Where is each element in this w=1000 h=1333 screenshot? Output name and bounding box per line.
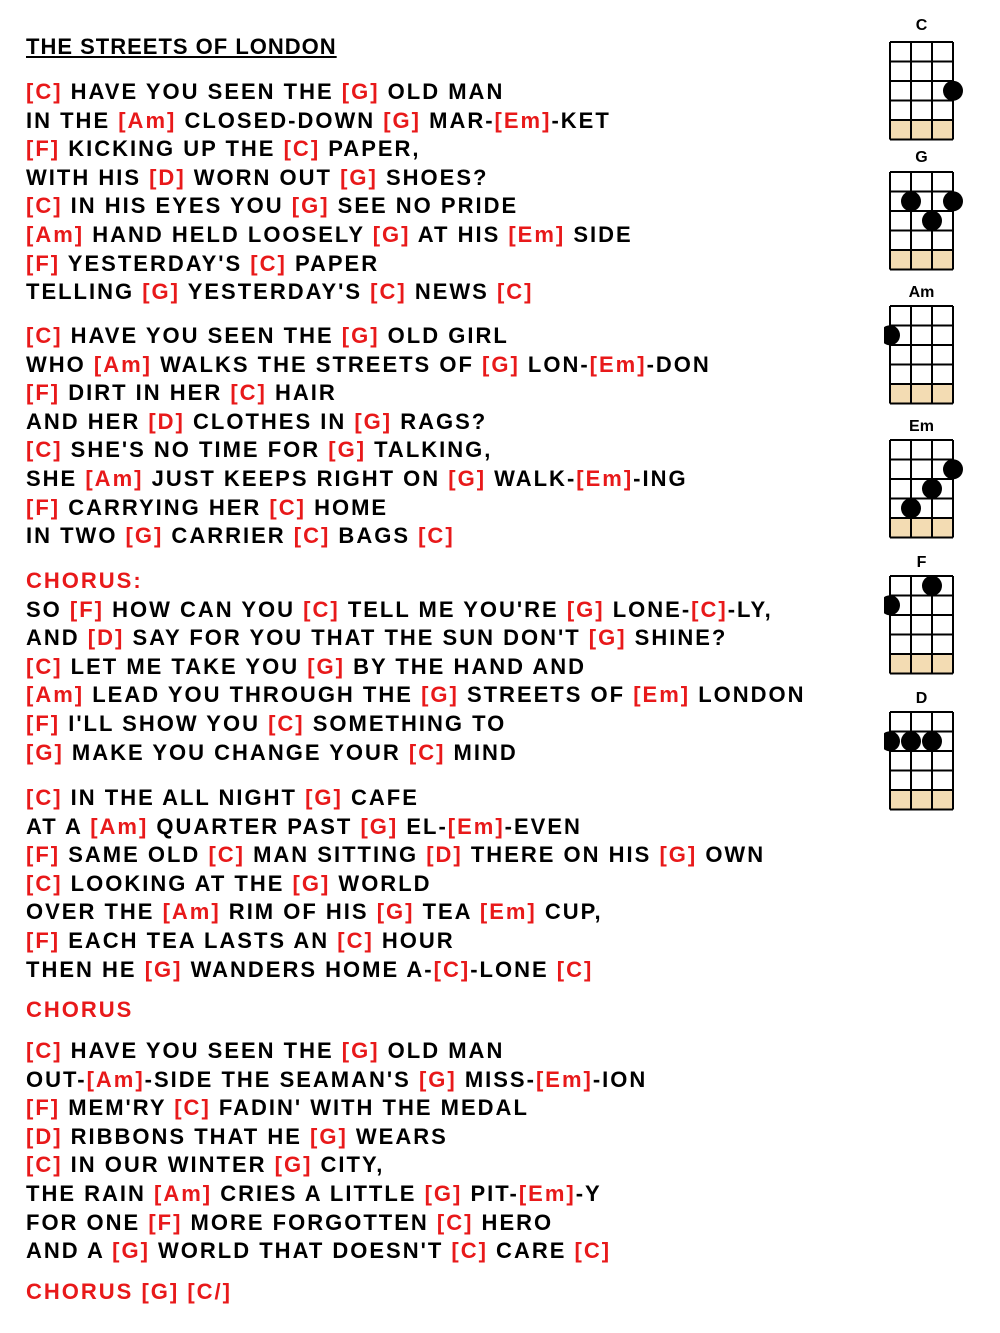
lyric-text: LOOKING AT THE	[62, 870, 293, 896]
chord-marker: [Em]	[479, 899, 537, 925]
chord-marker: [G]	[328, 437, 367, 463]
lyric-text: SHOES?	[377, 164, 489, 190]
chord-marker: [F]	[69, 596, 104, 622]
chord-marker: [G]	[421, 682, 459, 708]
lyric-text: AT A	[26, 813, 91, 839]
chord-marker: [Am]	[90, 813, 149, 839]
chord-marker: [G]	[112, 1238, 150, 1264]
lyric-text: HOUR	[373, 927, 455, 953]
lyric-line	[26, 436, 711, 465]
lyric-line	[26, 78, 633, 107]
lyric-line	[26, 1151, 647, 1180]
lyric-text: WHO	[26, 351, 94, 377]
lyric-text: THERE ON HIS	[462, 842, 660, 868]
lyric-text: MORE FORGOTTEN	[182, 1209, 437, 1235]
chord-marker: [C]	[26, 1038, 63, 1063]
verse-1	[26, 78, 633, 307]
lyric-text: OLD GIRL	[379, 323, 509, 348]
chord-marker: [F]	[26, 494, 61, 520]
lyric-text: HOME	[305, 494, 389, 520]
chord-marker: [G]	[310, 1123, 348, 1149]
lyric-line	[26, 1180, 647, 1209]
lyric-text: WORLD	[330, 870, 432, 896]
chord-marker: [G]	[144, 956, 183, 982]
chorus-repeat	[26, 996, 133, 1025]
chord-marker: [C]	[436, 1209, 474, 1235]
chord-marker: [F]	[26, 710, 61, 736]
chord-marker: [C]	[556, 956, 594, 982]
lyric-text: CARE	[487, 1238, 575, 1264]
chord-finger-dot	[884, 325, 900, 345]
chord-marker: [C]	[26, 193, 63, 219]
lyric-line	[26, 956, 765, 985]
chord-marker: [G]	[588, 625, 627, 651]
lyric-line	[26, 408, 711, 437]
lyric-text: TELL ME YOU'RE	[339, 596, 567, 622]
lyric-text: SAY FOR YOU THAT THE SUN DON'T	[124, 625, 589, 651]
lyric-text: QUARTER PAST	[148, 813, 361, 839]
chord-finger-dot	[922, 211, 942, 231]
chord-marker: [D]	[148, 408, 185, 434]
lyric-line	[26, 351, 711, 380]
chord-marker: [C]	[250, 250, 287, 276]
chord-marker: [D]	[426, 842, 463, 868]
lyric-text: OWN	[697, 842, 766, 868]
chord-diagram-name: D	[915, 690, 928, 707]
lyric-line	[26, 784, 765, 813]
lyric-line	[26, 739, 806, 768]
chord-marker: [G]	[305, 785, 343, 810]
chord-marker: [C]	[174, 1095, 211, 1121]
chord-marker: [Em]	[633, 682, 691, 708]
chord-marker: [C]	[293, 523, 331, 549]
chord-diagram-name: G	[915, 149, 928, 166]
lyric-text: THE RAIN	[26, 1180, 154, 1206]
lyric-text: LONDON	[690, 682, 806, 708]
chord-marker: [C]	[451, 1238, 488, 1264]
lyric-text: HOW CAN YOU	[104, 596, 304, 622]
lyric-text: MIND	[445, 739, 518, 765]
lyric-text: -SIDE THE SEAMAN'S	[144, 1066, 419, 1092]
chord-marker: [C]	[208, 842, 245, 868]
chord-finger-dot	[922, 731, 942, 751]
lyric-text: MAN SITTING	[244, 842, 427, 868]
lyric-text: IN HIS EYES YOU	[62, 193, 292, 219]
chord-marker: [F]	[26, 380, 61, 406]
chord-marker: CHORUS:	[26, 568, 143, 593]
lyric-line	[26, 221, 633, 250]
lyric-text: BAGS	[330, 523, 419, 549]
lyric-text: WORN OUT	[185, 164, 341, 190]
chord-finger-dot	[943, 81, 963, 101]
lyric-text: OLD MAN	[379, 79, 505, 104]
chord-marker: [C]	[230, 380, 267, 406]
lyric-text: SHE'S NO TIME FOR	[62, 437, 329, 463]
lyric-text: MISS-	[456, 1066, 536, 1092]
lyric-text: HAVE YOU SEEN THE	[62, 79, 342, 104]
chord-marker: [G]	[360, 813, 399, 839]
lyric-text: LONE-	[604, 596, 692, 622]
lyric-text: IN TWO	[26, 523, 126, 549]
chord-marker: [F]	[26, 136, 61, 162]
chord-marker: [G]	[341, 1038, 380, 1063]
lyric-text: HAVE YOU SEEN THE	[62, 1038, 342, 1063]
chord-marker: [G]	[424, 1180, 463, 1206]
lyric-text: HERO	[473, 1209, 554, 1235]
lyric-line	[26, 813, 765, 842]
chord-marker: [C]	[269, 494, 306, 520]
chord-diagrams	[884, 0, 1000, 1333]
song-title: THE STREETS OF LONDON	[26, 34, 337, 59]
chord-marker: [C]	[26, 79, 63, 104]
verse-3	[26, 784, 765, 984]
verse-2	[26, 322, 711, 551]
chord-marker: [Am]	[26, 221, 85, 247]
chord-marker: [G]	[341, 323, 380, 348]
lyric-text: CLOSED-DOWN	[176, 107, 384, 133]
chord-marker: [Em]	[589, 351, 647, 377]
chord-marker: [G]	[292, 870, 331, 896]
chord-finger-dot	[901, 731, 921, 751]
chord-marker: [G]	[372, 221, 411, 247]
lyric-text: NEWS	[406, 279, 497, 305]
lyric-text: CARRIER	[163, 523, 294, 549]
chord-marker: [C]	[26, 870, 63, 896]
lyric-line	[26, 278, 633, 307]
lyric-line	[26, 135, 633, 164]
lyric-text: AT HIS	[410, 221, 509, 247]
lyric-text: OVER THE	[26, 899, 163, 925]
lyric-text: WALKS THE STREETS OF	[152, 351, 483, 377]
lyric-line	[26, 192, 633, 221]
lyric-text: YESTERDAY'S	[60, 250, 251, 276]
lyric-line	[26, 379, 711, 408]
lyric-text: EL-	[398, 813, 448, 839]
chord-marker: [C]	[268, 710, 305, 736]
chord-marker: [C]	[496, 279, 534, 305]
chord-nut-row	[890, 518, 953, 538]
chord-marker: [C]	[337, 927, 374, 953]
chord-marker: [Am]	[162, 899, 221, 925]
lyric-text: CRIES A LITTLE	[212, 1180, 425, 1206]
lyric-text: I'LL SHOW YOU	[60, 710, 269, 736]
lyric-text: WEARS	[347, 1123, 448, 1149]
lyric-text: FADIN' WITH THE MEDAL	[210, 1095, 529, 1121]
lyric-text: LEAD YOU THROUGH THE	[84, 682, 422, 708]
lyric-text: LON-	[519, 351, 590, 377]
chord-marker: [C]	[26, 785, 63, 810]
lyric-text: -DON	[646, 351, 711, 377]
chord-diagram-name: F	[916, 554, 927, 571]
lyric-text: THEN HE	[26, 956, 145, 982]
chord-marker: [C]	[574, 1238, 612, 1264]
lyric-text: SHINE?	[626, 625, 728, 651]
lyric-text: CLOTHES IN	[184, 408, 355, 434]
lyric-text: AND HER	[26, 408, 149, 434]
lyric-text: -ION	[592, 1066, 648, 1092]
lyric-text: EACH TEA LASTS AN	[60, 927, 338, 953]
lyric-text: SOMETHING TO	[304, 710, 507, 736]
lyric-text: HAND HELD LOOSELY	[84, 221, 373, 247]
lyric-text: DIRT IN HER	[60, 380, 231, 406]
chord-marker: [Em]	[508, 221, 566, 247]
chord-marker: [C]	[26, 437, 63, 463]
lyric-line	[26, 1209, 647, 1238]
chord-marker: [G]	[26, 739, 64, 765]
lyric-text: YESTERDAY'S	[179, 279, 371, 305]
lyric-text: CUP,	[536, 899, 603, 925]
chord-marker: [G]	[448, 465, 487, 491]
lyric-line	[26, 898, 765, 927]
chord-finger-dot	[901, 498, 921, 518]
lyric-text: AND	[26, 625, 88, 651]
lyric-line	[26, 567, 806, 596]
chord-marker: [F]	[26, 250, 61, 276]
chord-nut-row	[890, 654, 953, 674]
lyric-text: MAKE YOU CHANGE YOUR	[63, 739, 409, 765]
chord-marker: [G]	[376, 899, 415, 925]
chord-finger-dot	[943, 459, 963, 479]
lyric-text: HAIR	[266, 380, 337, 406]
chord-marker: [G]	[659, 842, 698, 868]
lyric-line	[26, 1094, 647, 1123]
lyric-line	[26, 107, 633, 136]
chord-marker: [C]	[26, 653, 63, 679]
chord-marker: [F]	[26, 1095, 61, 1121]
lyric-text: SAME OLD	[60, 842, 209, 868]
lyric-line	[26, 996, 133, 1025]
lyric-text: WALK-	[486, 465, 577, 491]
lyric-text: SO	[26, 596, 70, 622]
lyric-text: -KET	[551, 107, 611, 133]
lyric-text: CAFE	[342, 785, 419, 810]
lyric-line	[26, 1123, 647, 1152]
chord-marker: [Am]	[86, 1066, 145, 1092]
chord-marker: [C]	[408, 739, 446, 765]
chord-marker: [Am]	[85, 465, 144, 491]
lyric-text: AND A	[26, 1238, 113, 1264]
lyric-text: -LONE	[470, 956, 557, 982]
chord-finger-dot	[884, 595, 900, 615]
lyric-text: FOR ONE	[26, 1209, 149, 1235]
lyric-line	[26, 1037, 647, 1066]
chord-marker: [C]	[418, 523, 455, 549]
verse-4	[26, 1037, 647, 1266]
lyric-line	[26, 494, 711, 523]
lyric-line	[26, 870, 765, 899]
lyric-text: JUST KEEPS RIGHT ON	[143, 465, 449, 491]
chord-marker: [C]	[26, 323, 63, 348]
chord-marker: [D]	[149, 164, 186, 190]
chord-marker: [D]	[26, 1123, 63, 1149]
lyric-text: IN THE ALL NIGHT	[62, 785, 306, 810]
lyric-line	[26, 653, 806, 682]
chord-marker: [F]	[26, 842, 61, 868]
chord-marker: [Am]	[118, 107, 177, 133]
chord-marker: [G]	[291, 193, 330, 219]
lyric-text: PAPER	[286, 250, 380, 276]
chord-marker: [F]	[26, 927, 61, 953]
chord-marker: CHORUS	[26, 997, 134, 1022]
lyric-text: SEE NO PRIDE	[329, 193, 519, 219]
chord-diagram-name: C	[915, 17, 928, 34]
lyric-text: SHE	[26, 465, 86, 491]
chord-marker: [G]	[340, 164, 378, 190]
lyric-text: IN OUR WINTER	[62, 1152, 275, 1178]
chord-marker: [G]	[383, 107, 421, 133]
chord-marker: [G]	[142, 279, 180, 305]
lyric-text: WITH HIS	[26, 164, 150, 190]
lyric-text: BY THE HAND AND	[344, 653, 586, 679]
lyric-line	[26, 596, 806, 625]
lyric-text: MEM'RY	[60, 1095, 175, 1121]
lyric-line	[26, 1237, 647, 1266]
lyric-text: SIDE	[565, 221, 633, 247]
chord-marker: [G]	[125, 523, 164, 549]
lyric-text: RIM OF HIS	[220, 899, 377, 925]
chord-diagram-name: Am	[908, 284, 935, 301]
lyric-text: PIT-	[462, 1180, 519, 1206]
lyric-text: TEA	[414, 899, 480, 925]
lyric-line	[26, 465, 711, 494]
chord-marker: [C]	[283, 136, 321, 162]
chord-marker: [Am]	[93, 351, 152, 377]
chorus	[26, 567, 806, 767]
chord-marker: [G]	[566, 596, 605, 622]
lyric-text: CITY,	[312, 1152, 385, 1178]
lyric-text: -EVEN	[504, 813, 582, 839]
chord-finger-dot	[884, 731, 900, 751]
lyric-text: STREETS OF	[458, 682, 634, 708]
lyric-line	[26, 250, 633, 279]
chord-marker: [Em]	[518, 1180, 576, 1206]
chord-marker: [Em]	[576, 465, 634, 491]
lyric-text: MAR-	[421, 107, 495, 133]
lyric-text: CARRYING HER	[60, 494, 270, 520]
lyric-text: PAPER,	[320, 136, 421, 162]
lyric-text: TELLING	[26, 279, 143, 305]
chord-marker: [Am]	[154, 1180, 213, 1206]
chord-diagram-name: Em	[909, 418, 934, 435]
lyric-text: LET ME TAKE YOU	[62, 653, 308, 679]
lyric-text: RAGS?	[392, 408, 488, 434]
chord-marker: [C]	[691, 596, 728, 622]
chord-marker: [C]	[26, 1152, 63, 1178]
chord-marker: [F]	[148, 1209, 183, 1235]
chorus-final	[26, 1278, 232, 1307]
lyric-line	[26, 322, 711, 351]
chord-finger-dot	[901, 191, 921, 211]
chord-marker: [G]	[354, 408, 393, 434]
chord-marker: [C]	[370, 279, 407, 305]
lyric-text: KICKING UP THE	[60, 136, 284, 162]
chord-finger-dot	[922, 479, 942, 499]
chord-marker: [Em]	[535, 1066, 593, 1092]
lyric-text: IN THE	[26, 107, 119, 133]
chord-marker: [Am]	[26, 682, 85, 708]
chord-marker: [C]	[303, 596, 340, 622]
chord-nut-row	[890, 120, 953, 140]
chord-marker: [G]	[274, 1152, 313, 1178]
lyric-line	[26, 927, 765, 956]
lyric-text: -LY,	[727, 596, 773, 622]
lyric-line	[26, 522, 711, 551]
chord-nut-row	[890, 250, 953, 270]
chord-marker: [C]	[433, 956, 471, 982]
lyric-text: OLD MAN	[379, 1038, 505, 1063]
lyric-text: -Y	[575, 1180, 602, 1206]
chord-finger-dot	[943, 191, 963, 211]
chord-finger-dot	[922, 576, 942, 596]
lyric-text: TALKING,	[366, 437, 493, 463]
chord-nut-row	[890, 384, 953, 404]
chord-nut-row	[890, 790, 953, 810]
lyric-line	[26, 1278, 232, 1307]
lyric-text: RIBBONS THAT HE	[62, 1123, 311, 1149]
lyric-text: HAVE YOU SEEN THE	[62, 323, 342, 348]
chord-marker: [G]	[482, 351, 520, 377]
chord-marker: [G]	[418, 1066, 457, 1092]
lyric-text: WORLD THAT DOESN'T	[149, 1238, 452, 1264]
lyric-line	[26, 164, 633, 193]
chord-marker: [Em]	[494, 107, 552, 133]
chord-marker: [D]	[87, 625, 125, 651]
lyric-line	[26, 710, 806, 739]
chord-marker: [Em]	[447, 813, 505, 839]
lyric-line	[26, 681, 806, 710]
lyric-line	[26, 1066, 647, 1095]
lyric-text: -ING	[633, 465, 688, 491]
lyric-line	[26, 624, 806, 653]
chord-marker: [G]	[307, 653, 345, 679]
chord-marker: CHORUS [G] [C/]	[26, 1279, 232, 1304]
lyric-line	[26, 841, 765, 870]
chord-marker: [G]	[341, 79, 380, 104]
lyric-text: WANDERS HOME A-	[182, 956, 434, 982]
lyric-text: OUT-	[26, 1066, 87, 1092]
